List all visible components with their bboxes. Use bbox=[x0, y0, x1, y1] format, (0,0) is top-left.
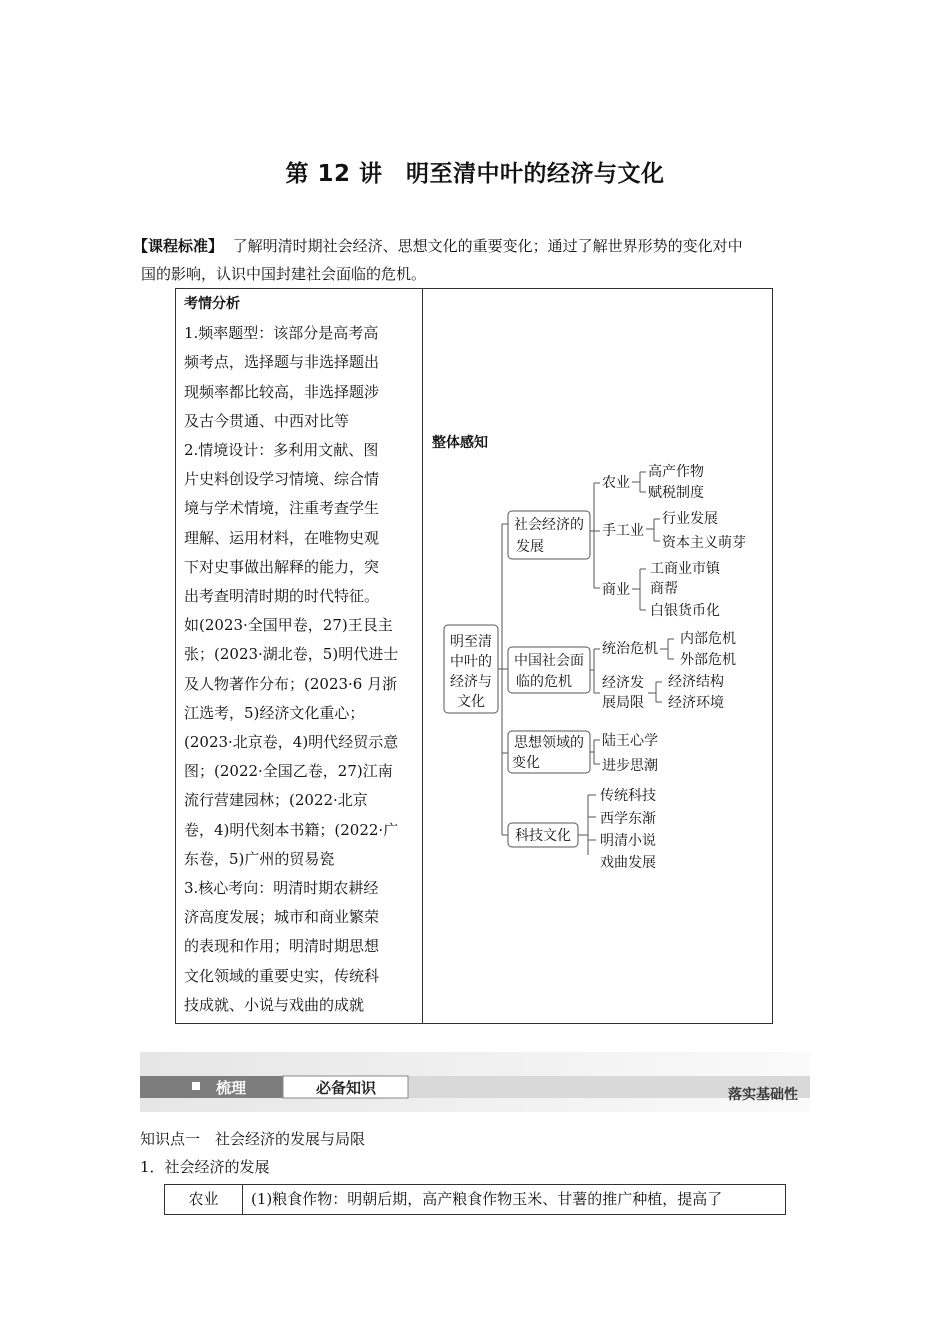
analysis-line: 卷，4)明代刻本书籍；(2022·广 bbox=[184, 820, 399, 839]
section-banner bbox=[140, 1052, 810, 1112]
branch-crisis-lines bbox=[590, 649, 600, 693]
agri-item-1: 高产作物 bbox=[648, 464, 704, 480]
analysis-line: 现频率都比较高，非选择题涉 bbox=[184, 382, 380, 401]
branch-economy-line-1: 社会经济的 bbox=[514, 517, 584, 533]
banner-left-label: 梳理 bbox=[216, 1079, 247, 1097]
agri-lines bbox=[632, 472, 646, 492]
root-line-4: 文化 bbox=[457, 694, 485, 710]
table-cell-content: (1)粮食作物：明朝后期，高产粮食作物玉米、甘薯的推广种植，提高了 bbox=[251, 1190, 723, 1208]
analysis-heading: 考情分析 bbox=[184, 296, 240, 312]
analysis-column bbox=[184, 290, 420, 1020]
analysis-line: 境与学术情境，注重考查学生 bbox=[184, 499, 380, 518]
subsection-title: 1．社会经济的发展 bbox=[140, 1158, 270, 1176]
branch-thought-lines bbox=[590, 740, 600, 764]
analysis-line: 图；(2022·全国乙卷，27)江南 bbox=[184, 762, 393, 781]
analysis-line: 济高度发展；城市和商业繁荣 bbox=[184, 908, 380, 927]
rule-item-1: 内部危机 bbox=[680, 631, 736, 647]
branch-economy-lines bbox=[590, 483, 600, 588]
rule-item-2: 外部危机 bbox=[680, 652, 736, 668]
thought-item-2: 进步思潮 bbox=[602, 758, 658, 774]
knowledge-point-title: 知识点一 社会经济的发展与局限 bbox=[140, 1130, 366, 1148]
econ-limit-item-1: 经济结构 bbox=[668, 674, 724, 690]
course-standard bbox=[133, 232, 823, 288]
agriculture-table bbox=[164, 1184, 786, 1215]
node-econ-limit-2: 展局限 bbox=[602, 695, 644, 711]
analysis-line: 如(2023·全国甲卷，27)王艮主 bbox=[184, 616, 393, 635]
craft-item-2: 资本主义萌芽 bbox=[662, 535, 746, 551]
banner-square-icon bbox=[192, 1082, 200, 1090]
branch-crisis-line-1: 中国社会面 bbox=[514, 653, 584, 669]
analysis-line: 流行营建园林；(2022·北京 bbox=[184, 791, 368, 810]
node-commerce: 商业 bbox=[602, 582, 630, 598]
analysis-line: 下对史事做出解释的能力，突 bbox=[184, 557, 380, 576]
rule-lines bbox=[660, 639, 674, 659]
branch-thought-line-2: 变化 bbox=[512, 755, 540, 771]
mind-map bbox=[424, 425, 774, 855]
craft-item-1: 行业发展 bbox=[662, 511, 718, 527]
table-cell-category: 农业 bbox=[165, 1185, 243, 1214]
analysis-line: 理解、运用材料，在唯物史观 bbox=[184, 528, 380, 547]
econ-limit-lines bbox=[648, 682, 662, 702]
analysis-line: 2.情境设计：多利用文献、图 bbox=[184, 441, 379, 460]
tech-item-4: 戏曲发展 bbox=[600, 855, 656, 871]
standard-text-2: 国的影响，认识中国封建社会面临的危机。 bbox=[141, 265, 427, 283]
branch-thought-line-1: 思想领域的 bbox=[514, 735, 584, 751]
commerce-item-1: 工商业市镇 bbox=[650, 561, 720, 577]
analysis-line: 片史料创设学习情境、综合情 bbox=[184, 470, 380, 489]
analysis-line: 频考点，选择题与非选择题出 bbox=[184, 353, 380, 372]
analysis-line: 及人物著作分布；(2023·6 月浙 bbox=[184, 674, 398, 693]
node-econ-limit-1: 经济发 bbox=[602, 675, 644, 691]
agri-item-2: 赋税制度 bbox=[648, 485, 704, 501]
analysis-line: 出考查明清时期的时代特征。 bbox=[184, 587, 380, 606]
overview-heading: 整体感知 bbox=[432, 435, 488, 451]
branch-tech-lines bbox=[578, 795, 596, 855]
banner-left-block bbox=[140, 1076, 283, 1098]
root-line-3: 经济与 bbox=[450, 674, 492, 690]
analysis-line: 3.核心考向：明清时期农耕经 bbox=[184, 879, 379, 898]
root-line-1: 明至清 bbox=[450, 634, 492, 650]
analysis-line: 的表现和作用；明清时期思想 bbox=[184, 937, 380, 956]
analysis-line: 东卷，5)广州的贸易瓷 bbox=[184, 849, 335, 868]
analysis-line: 技成就、小说与戏曲的成就 bbox=[184, 995, 365, 1014]
analysis-line: 文化领域的重要史实，传统科 bbox=[184, 966, 380, 985]
banner-middle-label: 必备知识 bbox=[315, 1079, 377, 1097]
node-handicraft: 手工业 bbox=[602, 523, 644, 539]
craft-lines bbox=[646, 519, 660, 541]
banner-right-label: 落实基础性 bbox=[728, 1087, 798, 1103]
thought-item-1: 陆王心学 bbox=[602, 733, 658, 749]
tech-item-3: 明清小说 bbox=[600, 833, 656, 849]
branch-tech-culture-label: 科技文化 bbox=[515, 828, 571, 844]
commerce-item-2: 商帮 bbox=[650, 581, 678, 597]
econ-limit-item-2: 经济环境 bbox=[668, 695, 724, 711]
page-title: 第 12 讲 明至清中叶的经济与文化 bbox=[285, 161, 665, 187]
tech-item-1: 传统科技 bbox=[600, 788, 656, 804]
tech-item-2: 西学东渐 bbox=[600, 811, 656, 827]
analysis-line: 张；(2023·湖北卷，5)明代进士 bbox=[184, 645, 399, 664]
root-line-2: 中叶的 bbox=[450, 654, 492, 670]
standard-text-1: 了解明清时期社会经济、思想文化的重要变化；通过了解世界形势的变化对中 bbox=[232, 237, 743, 255]
commerce-lines bbox=[632, 569, 646, 610]
standard-tag: 【课程标准】 bbox=[133, 237, 224, 255]
node-rule-crisis: 统治危机 bbox=[602, 641, 658, 657]
commerce-item-3: 白银货币化 bbox=[650, 603, 720, 619]
analysis-line: 1.频率题型：该部分是高考高 bbox=[184, 324, 379, 343]
analysis-line: 江选考，5)经济文化重心； bbox=[184, 703, 365, 722]
node-agriculture: 农业 bbox=[602, 475, 630, 491]
analysis-line: (2023·北京卷，4)明代经贸示意 bbox=[184, 733, 399, 752]
branch-crisis-line-2: 临的危机 bbox=[516, 674, 572, 690]
analysis-lines bbox=[184, 319, 420, 1020]
branch-economy-line-2: 发展 bbox=[516, 539, 544, 555]
trunk-lines bbox=[498, 524, 508, 835]
analysis-line: 及古今贯通、中西对比等 bbox=[184, 411, 350, 430]
table-divider bbox=[422, 289, 423, 1023]
